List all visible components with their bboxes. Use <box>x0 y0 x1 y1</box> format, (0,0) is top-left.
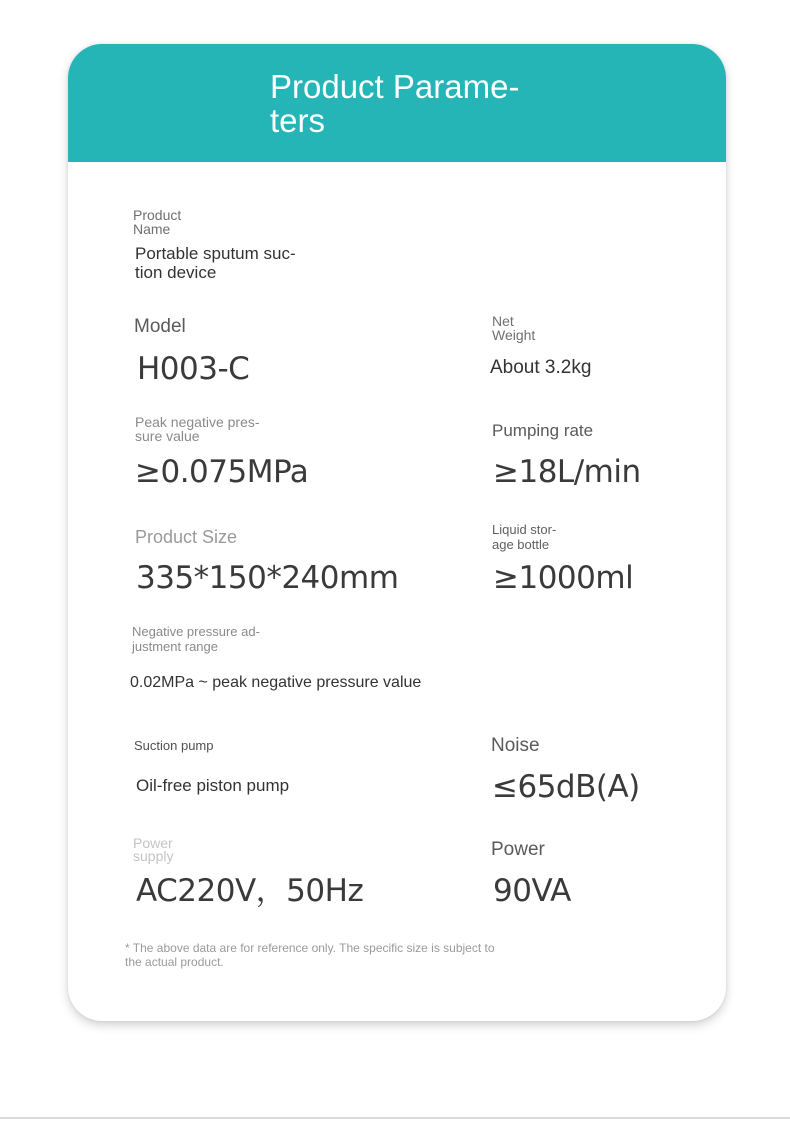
suction-pump-value: Oil-free piston pump <box>136 776 290 795</box>
noise-label: Noise <box>491 735 540 756</box>
peak-pressure-label: Peak negative pres- sure value <box>135 414 260 444</box>
net-weight-label: Net Weight <box>492 313 536 343</box>
power-supply-label: Power supply <box>133 835 174 864</box>
model-label: Model <box>134 316 186 337</box>
suction-pump-label: Suction pump <box>134 738 214 753</box>
header-banner <box>68 44 726 162</box>
product-name-label: Product Name <box>133 207 182 237</box>
liquid-bottle-value: ≥1000ml <box>493 560 634 596</box>
pumping-rate-label: Pumping rate <box>492 421 594 440</box>
page-title: Product Parame- ters <box>270 68 520 139</box>
power-value: 90VA <box>493 873 571 909</box>
noise-value: ≤65dB(A) <box>492 769 640 805</box>
parameters-card <box>68 44 726 1021</box>
liquid-bottle-label: Liquid stor- age bottle <box>492 522 557 552</box>
net-weight-value: About 3.2kg <box>490 357 592 378</box>
product-name-value: Portable sputum suc- tion device <box>135 244 296 282</box>
power-supply-value: AC220V，50Hz <box>136 873 364 909</box>
pressure-range-label: Negative pressure ad- justment range <box>132 624 260 654</box>
model-value: H003-C <box>137 351 250 387</box>
product-size-label: Product Size <box>135 527 238 547</box>
peak-pressure-value: ≥0.075MPa <box>135 454 309 490</box>
footnote: * The above data are for reference only. The specific size is subject to the actual product. <box>125 941 495 969</box>
product-size-value: 335*150*240mm <box>136 560 399 596</box>
pumping-rate-value: ≥18L/min <box>493 454 641 490</box>
bottom-divider <box>0 1117 790 1119</box>
pressure-range-value: 0.02MPa ~ peak negative pressure value <box>130 674 422 691</box>
power-label: Power <box>491 839 545 860</box>
